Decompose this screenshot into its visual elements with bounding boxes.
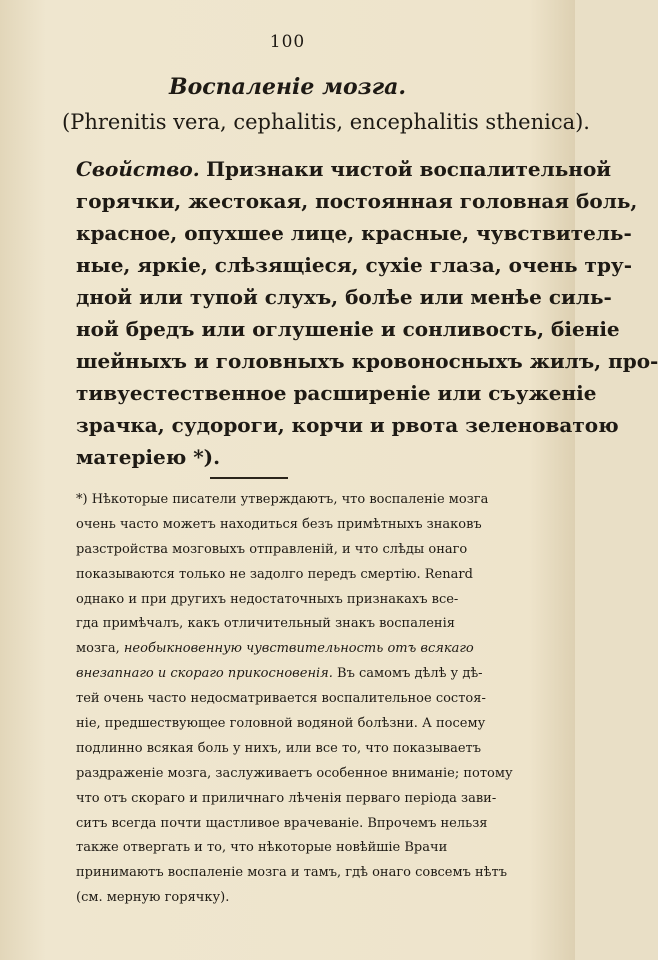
main-lead: Свойство. [76,157,200,181]
section-subtitle: (Phrenitis vera, cephalitis, encephalitis sthenica). [62,110,590,134]
footnote-text: разстройства мозговыхъ отправленій, и что слѣды онаго [76,541,468,557]
footnote-line [76,588,574,613]
footnote-text: очень часто можетъ находиться безъ примѣтныхъ знаковъ [76,516,482,532]
main-text-line [76,409,619,441]
footnote-line [76,861,574,886]
section-title: Воспаленіе мозга. [169,74,406,100]
footnote-italic-text: необыкновенную чувствительность отъ всякаго [123,641,474,657]
main-text-line [76,185,638,217]
page-number: 100 [269,32,306,52]
footnote-text: что отъ скораго и приличнаго лѣченія перваго періода зави- [76,790,497,806]
footnote-divider [210,477,288,479]
footnote-text: ніе, предшествующее головной водяной болѣзни. А посему [76,716,486,732]
footnote [76,488,574,911]
main-text-line [76,441,572,473]
main-line-text: горячки, жестокая, постоянная головная боль, [76,189,638,213]
footnote-line [76,637,574,662]
footnote-line [76,712,574,737]
footnote-text: также отвергать и то, что нѣкоторые новѣйшіе Врачи [76,840,448,856]
main-text [76,153,658,473]
footnote-line [76,612,574,637]
footnote-line [76,812,574,837]
main-text-line [76,249,633,281]
footnote-line [76,787,574,812]
main-line-text: Признаки чистой воспалительной [206,157,612,181]
main-text-line [76,377,597,409]
main-line-text: матеріею *). [76,445,221,469]
footnote-line [76,886,574,911]
main-line-text: тивуестественное расширеніе или съуженіе [76,381,597,405]
footnote-line [76,737,574,762]
footnote-italic-text: внезапнаго и скораго прикосновенія. [76,666,333,682]
footnote-line [76,513,574,538]
footnote-text: показываются только не задолго передъ смертію. Renard [76,566,473,582]
footnote-line [76,563,574,588]
main-text-line [76,281,612,313]
footnote-text: гда примѣчалъ, какъ отличительный знакъ воспаленія [76,616,455,632]
footnote-text: ситъ всегда почти щастливое врачеваніе. Впрочемъ нельзя [76,815,488,831]
footnote-line [76,762,574,787]
footnote-text: (см. мерную горячку). [76,890,230,906]
footnote-line [76,488,574,513]
footnote-text: Въ самомъ дѣлѣ у дѣ- [332,666,483,682]
footnote-text: мозга, [76,641,124,657]
footnote-text: раздраженіе мозга, заслуживаетъ особенное вниманіе; потому [76,765,513,781]
footnote-text: *) Нѣкоторые писатели утверждаютъ, что воспаленіе мозга [76,492,489,507]
main-text-line [76,313,620,345]
footnote-line [76,538,574,563]
footnote-text: однако и при другихъ недостаточныхъ признакахъ все- [76,591,459,607]
main-line-text: зрачка, судороги, корчи и рвота зеленоватою [76,413,619,437]
main-text-line [76,153,612,185]
footnote-line [76,836,574,861]
main-line-text: дной или тупой слухъ, болѣе или менѣе силь- [76,285,612,309]
main-line-text: шейныхъ и головныхъ кровоносныхъ жилъ, про- [76,349,658,373]
footnote-text: подлинно всякая боль у нихъ, или все то, что показываетъ [76,740,482,756]
footnote-text: тей очень часто недосматривается воспалительное состоя- [76,691,486,707]
footnote-line [76,662,574,687]
main-line-text: красное, опухшее лице, красные, чувствитель- [76,221,632,245]
footnote-text: принимаютъ воспаленіе мозга и тамъ, гдѣ онаго совсемъ нѣтъ [76,865,507,881]
footnote-line [76,687,574,712]
main-line-text: ные, яркіе, слѣзящіеся, сухіе глаза, очень тру- [76,253,633,277]
main-line-text: ной бредъ или оглушеніе и сонливость, біеніе [76,317,620,341]
main-text-line [76,217,632,249]
main-text-line [76,345,658,377]
